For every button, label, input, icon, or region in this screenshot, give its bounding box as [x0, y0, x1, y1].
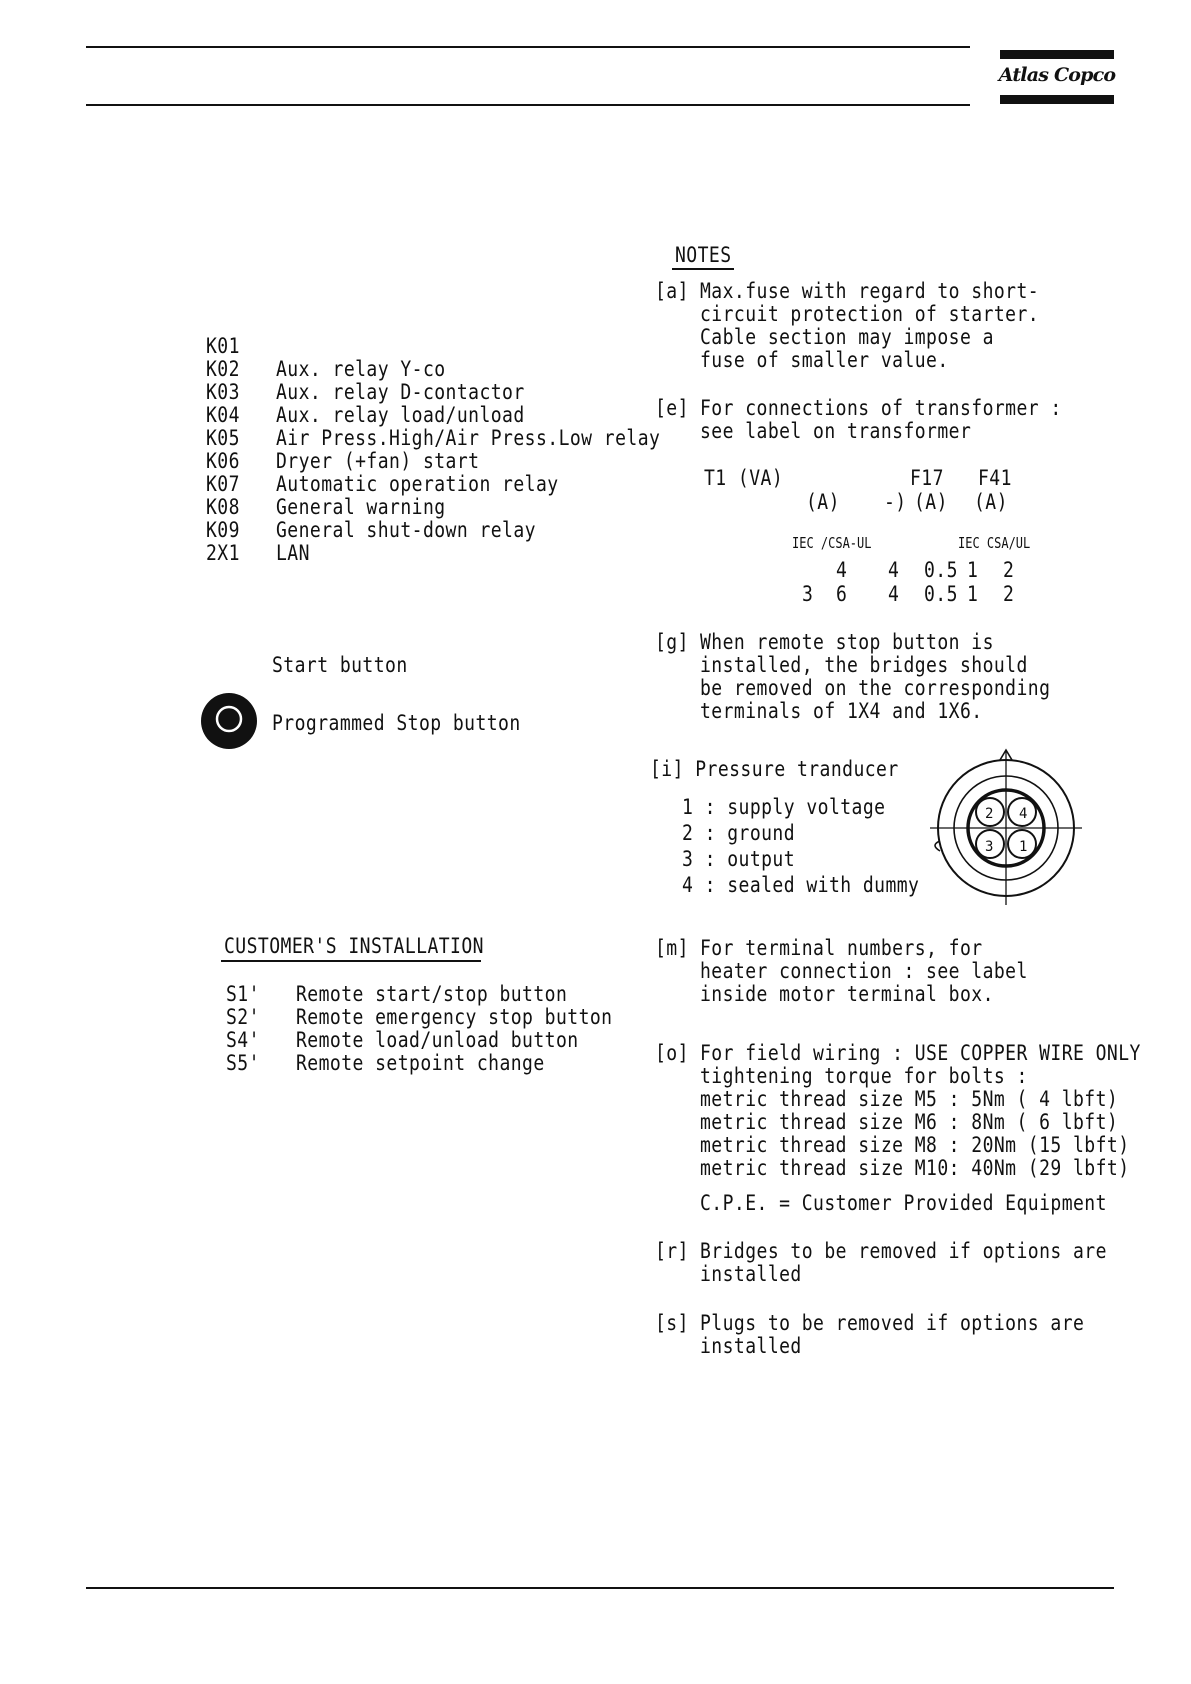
fuse-unit: (A)	[974, 490, 1008, 514]
relay-code: K04	[206, 403, 240, 427]
relay-code: K05	[206, 426, 240, 450]
customer-item-label: Remote emergency stop button	[296, 1005, 613, 1029]
start-button-label: Start button	[272, 653, 408, 677]
customer-items	[226, 982, 626, 1082]
pin-number-2: 2	[985, 806, 994, 822]
relay-list	[206, 334, 661, 574]
fuse-unit: (A)	[914, 490, 948, 514]
customer-installation-title: CUSTOMER'S INSTALLATION	[224, 934, 484, 958]
note-line: metric thread size M5 : 5Nm ( 4 lbft)	[700, 1087, 1119, 1111]
fuse-cell: 1	[967, 582, 979, 606]
relay-label: LAN	[276, 541, 310, 565]
logo-bar-bottom	[1000, 95, 1114, 104]
fuse-cell: 4	[888, 558, 900, 582]
notes-title-underline	[672, 268, 734, 270]
customer-title-underline	[221, 960, 481, 962]
stop-button-symbol-icon	[199, 691, 259, 751]
note-line: installed, the bridges should	[700, 653, 1028, 677]
fuse-cell: 2	[1003, 582, 1015, 606]
note-line: When remote stop button is	[700, 630, 994, 654]
note-e-tag: [e]	[655, 396, 689, 420]
note-line: installed	[700, 1334, 802, 1358]
note-line: see label on transformer	[700, 419, 972, 443]
relay-label: General shut-down relay	[276, 518, 536, 542]
note-line: be removed on the corresponding	[700, 676, 1051, 700]
pin-line: 2 : ground	[682, 821, 796, 845]
notes-title: NOTES	[675, 243, 732, 267]
pin-number-4: 4	[1019, 806, 1028, 822]
note-line: terminals of 1X4 and 1X6.	[700, 699, 983, 723]
note-s-text	[700, 1311, 1147, 1357]
logo-bar-top	[1000, 50, 1114, 59]
relay-label: General warning	[276, 495, 446, 519]
note-line: fuse of smaller value.	[700, 348, 949, 372]
note-line: circuit protection of starter.	[700, 302, 1040, 326]
fuse-header-f41: F41	[978, 466, 1012, 490]
note-g-text	[700, 630, 1107, 722]
fuse-header-f17: F17	[910, 466, 944, 490]
note-line: metric thread size M6 : 8Nm ( 6 lbft)	[700, 1110, 1119, 1134]
pressure-transducer-connector-icon	[926, 745, 1086, 910]
customer-item-code: S5'	[226, 1051, 260, 1075]
fuse-cell: 0.5	[924, 582, 958, 606]
note-e-text	[700, 396, 1121, 442]
pin-line: 3 : output	[682, 847, 796, 871]
note-s-tag: [s]	[655, 1311, 689, 1335]
fuse-cell: 1	[967, 558, 979, 582]
cpe-definition: C.P.E. = Customer Provided Equipment	[700, 1191, 1107, 1215]
note-line: inside motor terminal box.	[700, 982, 994, 1006]
fuse-standard-label: IEC CSA/UL	[958, 534, 1031, 552]
note-line: heater connection : see label	[700, 959, 1028, 983]
fuse-cell: 2	[1003, 558, 1015, 582]
pin-line: 1 : supply voltage	[682, 795, 886, 819]
note-r-text	[700, 1239, 1173, 1285]
relay-code: K03	[206, 380, 240, 404]
relay-label: Dryer (+fan) start	[276, 449, 480, 473]
fuse-cell: 0.5	[924, 558, 958, 582]
note-line: metric thread size M8 : 20Nm (15 lbft)	[700, 1133, 1130, 1157]
atlas-copco-logo: Atlas Copco	[998, 64, 1116, 86]
note-r-tag: [r]	[655, 1239, 689, 1263]
stop-button-label: Programmed Stop button	[272, 711, 521, 735]
customer-item-code: S1'	[226, 982, 260, 1006]
relay-label: Aux. relay load/unload	[276, 403, 525, 427]
relay-code: K01	[206, 334, 240, 358]
relay-label: Aux. relay Y-co	[276, 357, 446, 381]
fuse-cell: 4	[836, 558, 848, 582]
note-line: For connections of transformer :	[700, 396, 1062, 420]
fuse-header-t1: T1 (VA)	[704, 466, 784, 490]
relay-code: 2X1	[206, 541, 240, 565]
customer-item-code: S2'	[226, 1005, 260, 1029]
fuse-standard-label: IEC /CSA-UL	[792, 534, 872, 552]
fuse-cell: 4	[888, 582, 900, 606]
note-line: For field wiring : USE COPPER WIRE ONLY	[700, 1041, 1141, 1065]
note-line: installed	[700, 1262, 802, 1286]
note-o-tag: [o]	[655, 1041, 689, 1065]
note-line: Plugs to be removed if options are	[700, 1311, 1085, 1335]
relay-code: K07	[206, 472, 240, 496]
customer-item-code: S4'	[226, 1028, 260, 1052]
pin-number-1: 1	[1019, 839, 1028, 855]
customer-item-label: Remote setpoint change	[296, 1051, 545, 1075]
pin-number-3: 3	[985, 839, 994, 855]
relay-code: K02	[206, 357, 240, 381]
note-line: metric thread size M10: 40Nm (29 lbft)	[700, 1156, 1130, 1180]
note-m-tag: [m]	[655, 936, 689, 960]
relay-code: K09	[206, 518, 240, 542]
note-m-text	[700, 936, 1081, 1005]
note-line: Bridges to be removed if options are	[700, 1239, 1107, 1263]
fuse-cell: 6	[836, 582, 848, 606]
note-a-text	[700, 279, 1094, 371]
fuse-unit: (A)	[806, 490, 840, 514]
customer-item-label: Remote start/stop button	[296, 982, 568, 1006]
note-line: tightening torque for bolts :	[700, 1064, 1028, 1088]
note-o-text	[700, 1041, 1191, 1179]
footer-rule	[86, 1587, 1114, 1589]
note-line: Cable section may impose a	[700, 325, 994, 349]
header-bottom-rule	[86, 104, 970, 106]
relay-code: K08	[206, 495, 240, 519]
note-line: For terminal numbers, for	[700, 936, 983, 960]
note-g-tag: [g]	[655, 630, 689, 654]
pin-line: 4 : sealed with dummy	[682, 873, 920, 897]
note-i-title: [i] Pressure tranducer	[650, 757, 899, 781]
fuse-cell: 3	[802, 582, 814, 606]
note-i-pin-list	[682, 795, 958, 899]
note-line: Max.fuse with regard to short-	[700, 279, 1040, 303]
customer-item-label: Remote load/unload button	[296, 1028, 579, 1052]
relay-label: Automatic operation relay	[276, 472, 559, 496]
relay-label: Aux. relay D-contactor	[276, 380, 525, 404]
relay-code: K06	[206, 449, 240, 473]
fuse-unit: -)	[884, 490, 907, 514]
header-top-rule	[86, 46, 970, 48]
note-a-tag: [a]	[655, 279, 689, 303]
relay-label: Air Press.High/Air Press.Low relay	[276, 426, 661, 450]
